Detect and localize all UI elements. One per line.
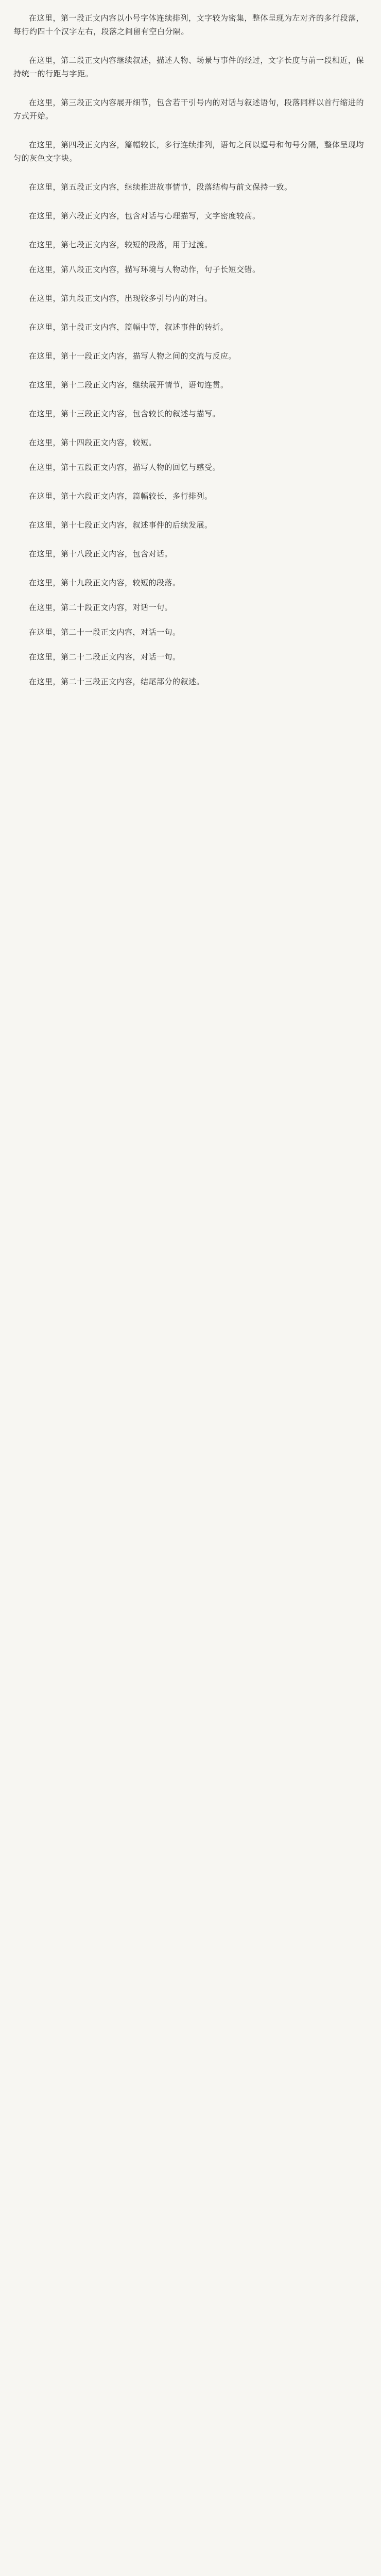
article-paragraph: 在这里，第二十一段正文内容，对话一句。 (29, 628, 181, 637)
article-paragraph: 在这里，第十四段正文内容，较短。 (29, 438, 157, 447)
article-paragraph: 在这里，第六段正文内容，包含对话与心理描写，文字密度较高。 (29, 211, 261, 221)
article-paragraph: 在这里，第五段正文内容，继续推进故事情节，段落结构与前文保持一致。 (29, 182, 292, 192)
article-paragraph: 在这里，第四段正文内容，篇幅较长，多行连续排列，语句之间以逗号和句号分隔，整体呈现均匀的灰色文字块。 (13, 140, 365, 163)
article-paragraph: 在这里，第十一段正文内容，描写人物之间的交流与反应。 (29, 351, 237, 361)
article-paragraph: 在这里，第二段正文内容继续叙述，描述人物、场景与事件的经过，文字长度与前一段相近，保持统一的行距与字距。 (13, 56, 365, 78)
article-paragraph: 在这里，第十二段正文内容，继续展开情节，语句连贯。 (29, 380, 229, 389)
article-paragraph: 在这里，第十九段正文内容，较短的段落。 (29, 578, 181, 587)
article-paragraph: 在这里，第十五段正文内容，描写人物的回忆与感受。 (29, 463, 221, 472)
article-paragraph: 在这里，第十三段正文内容，包含较长的叙述与描写。 (29, 409, 221, 418)
article-paragraph: 在这里，第二十三段正文内容，结尾部分的叙述。 (29, 677, 205, 686)
article-body (13, 11, 368, 688)
article-paragraph: 在这里，第十七段正文内容，叙述事件的后续发展。 (29, 520, 213, 530)
article-paragraph: 在这里，第二十二段正文内容，对话一句。 (29, 652, 181, 662)
article-paragraph: 在这里，第七段正文内容，较短的段落，用于过渡。 (29, 240, 213, 249)
article-paragraph: 在这里，第一段正文内容以小号字体连续排列，文字较为密集，整体呈现为左对齐的多行段落，每行约四十个汉字左右，段落之间留有空白分隔。 (13, 13, 365, 36)
article-paragraph: 在这里，第十六段正文内容，篇幅较长，多行排列。 (29, 492, 213, 501)
article-paragraph: 在这里，第八段正文内容，描写环境与人物动作，句子长短交错。 (29, 265, 261, 274)
article-paragraph: 在这里，第九段正文内容，出现较多引号内的对白。 (29, 294, 213, 303)
article-paragraph: 在这里，第十八段正文内容，包含对话。 (29, 549, 173, 558)
article-paragraph: 在这里，第二十段正文内容，对话一句。 (29, 603, 173, 612)
article-paragraph: 在这里，第十段正文内容，篇幅中等，叙述事件的转折。 (29, 323, 229, 332)
article-paragraph: 在这里，第三段正文内容展开细节，包含若干引号内的对话与叙述语句，段落同样以首行缩进的方式开始。 (13, 98, 365, 121)
